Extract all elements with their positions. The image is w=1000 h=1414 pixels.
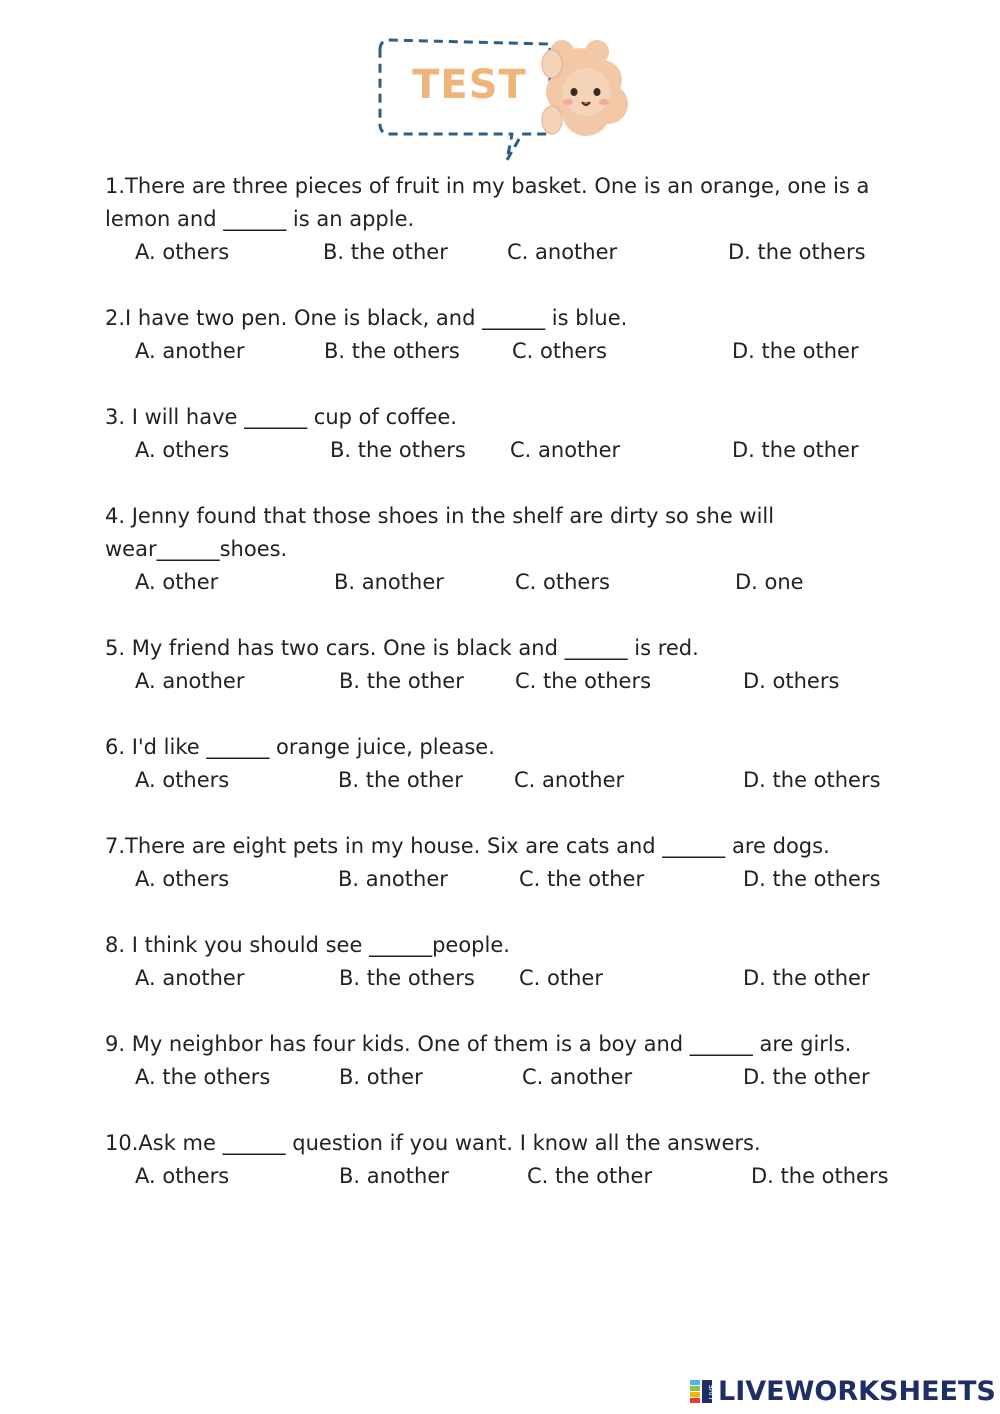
option-d[interactable]: D. the others — [728, 240, 866, 264]
option-d[interactable]: D. the other — [732, 438, 859, 462]
question-text: 5. My friend has two cars. One is black and ______ is red. — [105, 636, 699, 660]
options-row — [105, 1160, 925, 1193]
option-b[interactable]: B. another — [334, 570, 444, 594]
option-a[interactable]: A. another — [135, 339, 245, 363]
option-d[interactable]: D. one — [735, 570, 804, 594]
question-4 — [105, 500, 925, 599]
question-5 — [105, 632, 925, 698]
option-a[interactable]: A. other — [135, 570, 219, 594]
option-c[interactable]: C. another — [507, 240, 618, 264]
option-b[interactable]: B. the others — [339, 966, 475, 990]
question-text: 10.Ask me ______ question if you want. I know all the answers. — [105, 1131, 761, 1155]
question-text: 2.I have two pen. One is black, and ______ is blue. — [105, 306, 628, 330]
option-c[interactable]: C. another — [514, 768, 625, 792]
option-d[interactable]: D. the others — [751, 1164, 889, 1188]
option-a[interactable]: A. others — [135, 768, 230, 792]
question-10 — [105, 1127, 925, 1193]
options-row — [105, 434, 925, 467]
question-text: 3. I will have ______ cup of coffee. — [105, 405, 457, 429]
question-3 — [105, 401, 925, 467]
option-c[interactable]: C. the other — [527, 1164, 653, 1188]
question-text: 9. My neighbor has four kids. One of them is a boy and ______ are girls. — [105, 1032, 852, 1056]
question-list — [105, 170, 925, 1226]
options-row — [105, 335, 925, 368]
option-c[interactable]: C. another — [522, 1065, 633, 1089]
option-b[interactable]: B. the others — [330, 438, 466, 462]
option-a[interactable]: A. another — [135, 966, 245, 990]
question-1 — [105, 170, 925, 269]
option-d[interactable]: D. the others — [743, 768, 881, 792]
option-c[interactable]: C. other — [519, 966, 603, 990]
option-a[interactable]: A. another — [135, 669, 245, 693]
option-b[interactable]: B. another — [339, 1164, 449, 1188]
option-b[interactable]: B. the other — [323, 240, 448, 264]
question-2 — [105, 302, 925, 368]
options-row — [105, 1061, 925, 1094]
option-b[interactable]: B. the other — [339, 669, 464, 693]
option-c[interactable]: C. the other — [519, 867, 645, 891]
options-row — [105, 962, 925, 995]
options-row — [105, 863, 925, 896]
options-row — [105, 665, 925, 698]
option-a[interactable]: A. others — [135, 867, 230, 891]
question-9 — [105, 1028, 925, 1094]
question-text: 4. Jenny found that those shoes in the shelf are dirty so she will wear______shoes. — [105, 504, 775, 561]
logo-mark-text: LIVE — [708, 1384, 716, 1400]
option-c[interactable]: C. others — [512, 339, 607, 363]
option-c[interactable]: C. another — [510, 438, 621, 462]
option-d[interactable]: D. the other — [732, 339, 859, 363]
option-b[interactable]: B. the other — [338, 768, 463, 792]
option-b[interactable]: B. other — [339, 1065, 423, 1089]
options-row — [105, 566, 925, 599]
option-c[interactable]: C. the others — [515, 669, 652, 693]
question-text: 8. I think you should see ______people. — [105, 933, 510, 957]
question-7 — [105, 830, 925, 896]
option-d[interactable]: D. the others — [743, 867, 881, 891]
question-text: 6. I'd like ______ orange juice, please. — [105, 735, 495, 759]
options-row — [105, 236, 925, 269]
option-a[interactable]: A. others — [135, 240, 230, 264]
option-d[interactable]: D. others — [743, 669, 840, 693]
option-c[interactable]: C. others — [515, 570, 610, 594]
logo-text: LIVEWORKSHEETS — [718, 1375, 996, 1407]
header-banner — [372, 22, 642, 172]
option-a[interactable]: A. the others — [135, 1065, 271, 1089]
question-6 — [105, 731, 925, 797]
options-row — [105, 764, 925, 797]
liveworksheets-mark-icon — [690, 1378, 714, 1404]
option-a[interactable]: A. others — [135, 438, 230, 462]
option-d[interactable]: D. the other — [743, 966, 870, 990]
question-text: 1.There are three pieces of fruit in my basket. One is an orange, one is a lemon and ______ is an apple. — [105, 174, 870, 231]
option-b[interactable]: B. another — [338, 867, 448, 891]
option-b[interactable]: B. the others — [324, 339, 460, 363]
page-title: TEST — [412, 62, 527, 108]
option-d[interactable]: D. the other — [743, 1065, 870, 1089]
question-8 — [105, 929, 925, 995]
question-text: 7.There are eight pets in my house. Six are cats and ______ are dogs. — [105, 834, 830, 858]
option-a[interactable]: A. others — [135, 1164, 230, 1188]
liveworksheets-logo[interactable] — [690, 1374, 996, 1408]
